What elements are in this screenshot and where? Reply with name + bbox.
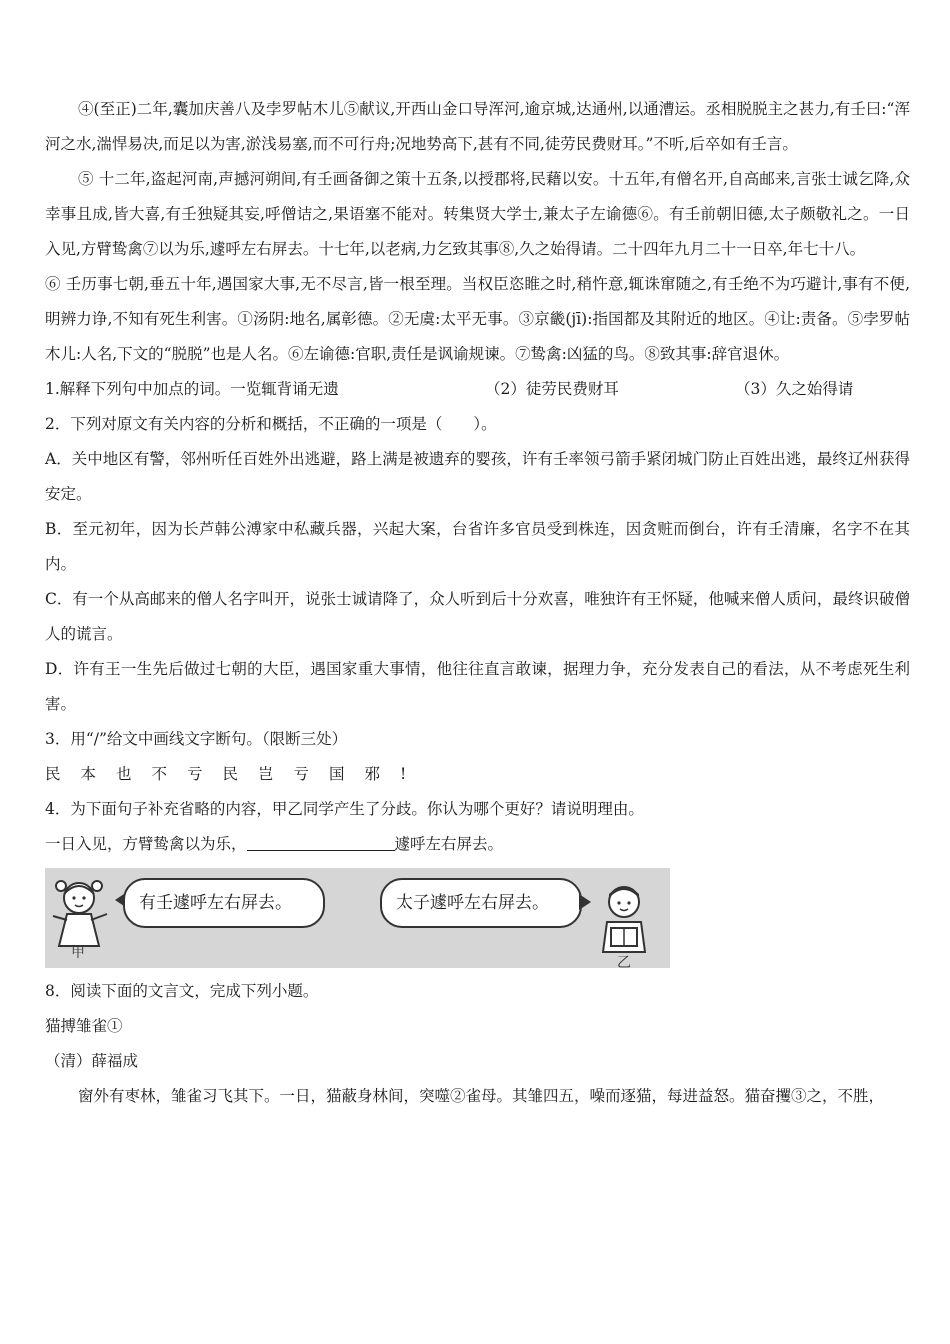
question-1-item-3: （3）久之始得请 — [735, 380, 854, 398]
paragraph-4: ④(至正)二年,囊加庆善八及孛罗帖木儿⑤献议,开西山金口导浑河,逾京城,达通州,以通漕运。丞相脱脱主之甚力,有壬曰:“浑河之水,湍悍易决,而足以为害,淤浅易塞,而不可行舟;况地势高下,甚有不同,徒劳民费财耳。”不听,后卒如有壬言。 — [45, 100, 910, 153]
paragraph-5: ⑤ 十二年,盗起河南,声撼河朔间,有壬画备御之策十五条,以授郡将,民藉以安。十五年,有僧名开,自高邮来,言张士诚乞降,众幸事且成,皆大喜,有壬独疑其妄,呼僧诘之,果语塞不能对。转集贤大学士,兼太子左谕德⑥。有壬前朝旧德,太子颇敬礼之。一日入见,方臂鸷禽⑦以为乐,遽呼左右屏去。十七年,以老病,力乞致其事⑧,久之始得请。二十四年九月二十一日卒,年七十八。 — [45, 170, 910, 258]
question-3-stem: 3．用“/”给文中画线文字断句。（限断三处） — [45, 730, 348, 748]
sentence-after: 遽呼左右屏去。 — [394, 835, 504, 853]
bubble-tail-right — [579, 894, 591, 910]
passage-title: 猫搏雏雀① — [45, 1017, 123, 1035]
passage-text: 窗外有枣林，雏雀习飞其下。一日，猫蔽身林间，突噬②雀母。其雏四五，噪而逐猫，每进益怒。猫奋攫③之，不胜， — [78, 1087, 885, 1105]
passage-author: （清）薛福成 — [45, 1052, 139, 1070]
comic-illustration — [45, 868, 670, 968]
question-3-text: 民本也不亏民岂亏国邪! — [45, 765, 427, 783]
question-4-stem: 4．为下面句子补充省略的内容，甲乙同学产生了分歧。你认为哪个更好？请说明理由。 — [45, 800, 644, 818]
label-jia: 甲 — [71, 945, 85, 961]
question-8-stem: 8．阅读下面的文言文，完成下列小题。 — [45, 982, 319, 1000]
question-2-stem: 2．下列对原文有关内容的分析和概括，不正确的一项是（ ）。 — [45, 415, 497, 433]
option-a: A．关中地区有警，邻州听任百姓外出逃避，路上满是被遗弃的婴孩，许有壬率领弓箭手紧闭城门防止百姓出逃，最终辽州获得安定。 — [45, 450, 910, 503]
question-4-sentence — [45, 827, 910, 862]
speech-bubble-right: 太子遽呼左右屏去。 — [380, 878, 582, 928]
option-c: C．有一个从高邮来的僧人名字叫开，说张士诚请降了，众人听到后十分欢喜，唯独许有王怀疑，他喊来僧人质问，最终识破僧人的谎言。 — [45, 590, 910, 643]
question-1-item-2: （2）徒劳民费财耳 — [485, 380, 619, 398]
label-yi: 乙 — [617, 955, 631, 968]
paragraph-6: ⑥ 壬历事七朝,垂五十年,遇国家大事,无不尽言,皆一根至理。当权臣恣睢之时,稍忤意,辄诛窜随之,有壬绝不为巧避计,事有不便,明辨力诤,不知有死生利害。①汤阴:地名,属彰德。②无虞:太平无事。③京畿(jī):指国都及其附近的地区。④让:责备。⑤孛罗帖木儿:人名,下文的“脱脱”也是人名。⑥左谕德:官职,责任是讽谕规谏。⑦鸷禽:凶猛的鸟。⑧致其事:辞官退休。 — [45, 275, 910, 363]
option-d: D．许有王一生先后做过七朝的大臣，遇国家重大事情，他往往直言敢谏，据理力争，充分发表自己的看法，从不考虑死生利害。 — [45, 660, 910, 713]
option-b: B．至元初年，因为长芦韩公溥家中私藏兵器，兴起大案，台省许多官员受到株连，因贪赃而倒台，许有壬清廉，名字不在其内。 — [45, 520, 910, 573]
sentence-before: 一日入见，方臂鸷禽以为乐， — [45, 835, 247, 853]
question-1 — [45, 372, 910, 407]
answer-blank — [247, 832, 395, 851]
boy-reading-figure-icon — [593, 882, 655, 958]
document-page — [45, 92, 910, 1114]
question-1-label: 1.解释下列句中加点的词。一览辄背诵无遗 — [45, 380, 339, 398]
speech-bubble-left: 有壬遽呼左右屏去。 — [123, 878, 325, 928]
